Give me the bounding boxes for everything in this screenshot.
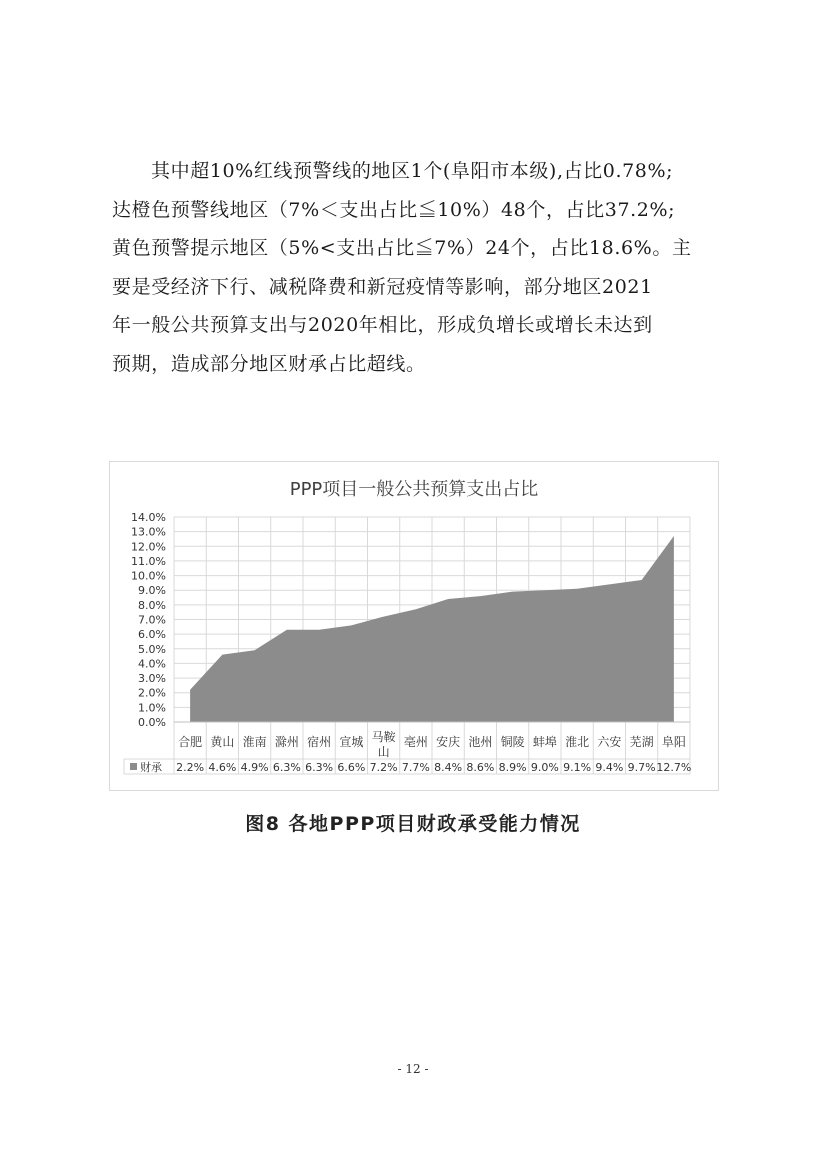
x-category-label: 合肥 [178, 735, 203, 749]
y-tick-label: 3.0% [138, 672, 166, 686]
y-tick-label: 4.0% [138, 657, 166, 671]
page-number: - 12 - [397, 1062, 429, 1076]
figure-caption: 图8 各地PPP项目财政承受能力情况 [245, 813, 581, 835]
y-tick-label: 6.0% [138, 628, 166, 642]
x-category-label: 铜陵 [500, 735, 525, 749]
data-table-value: 9.4% [595, 761, 624, 774]
data-table-value: 4.6% [208, 761, 237, 774]
data-table-value: 4.9% [240, 761, 269, 774]
data-table-value: 7.7% [401, 761, 430, 774]
data-table-value: 6.6% [337, 761, 366, 774]
y-tick-label: 11.0% [131, 554, 166, 568]
data-table-value: 9.1% [563, 761, 592, 774]
y-tick-label: 5.0% [138, 642, 166, 656]
data-table-value: 8.6% [466, 761, 495, 774]
body-line-2: 达橙色预警线地区（7%＜支出占比≦10%）48个，占比37.2%; [112, 198, 676, 221]
y-tick-label: 2.0% [138, 686, 166, 700]
y-tick-label: 0.0% [138, 716, 166, 729]
x-category-label: 黄山 [210, 735, 235, 749]
x-category-label: 阜阳 [661, 735, 686, 749]
y-tick-label: 1.0% [138, 701, 166, 715]
area-chart [110, 462, 718, 790]
x-category-label: 六安 [597, 735, 622, 749]
data-table-value: 12.7% [656, 761, 692, 774]
y-tick-label: 8.0% [138, 598, 166, 612]
body-line-5: 年一般公共预算支出与2020年相比，形成负增长或增长未达到 [112, 314, 653, 336]
data-table-value: 9.0% [530, 761, 559, 774]
chart-frame [109, 461, 719, 791]
data-table-value: 6.3% [305, 761, 334, 774]
y-tick-label: 10.0% [131, 569, 166, 583]
x-category-label: 池州 [468, 735, 493, 749]
x-category-label: 芜湖 [629, 735, 654, 749]
legend-label: 财承 [140, 761, 162, 774]
x-category-label: 亳州 [403, 735, 428, 749]
body-line-4: 要是受经济下行、减税降费和新冠疫情等影响，部分地区2021 [112, 275, 653, 298]
body-line-1: 其中超10%红线预警线的地区1个(阜阳市本级),占比0.78%; [151, 160, 674, 182]
data-table-value: 9.7% [627, 761, 656, 774]
x-category-label-cont: 山 [377, 745, 390, 759]
y-tick-label: 13.0% [131, 525, 166, 539]
body-line-6: 预期，造成部分地区财承占比超线。 [112, 352, 426, 375]
y-tick-label: 12.0% [131, 540, 166, 554]
x-category-label: 蚌埠 [532, 735, 557, 749]
data-table-value: 7.2% [369, 761, 398, 774]
data-table-value: 8.9% [498, 761, 527, 774]
body-paragraph [112, 152, 724, 383]
data-table-value: 8.4% [434, 761, 463, 774]
y-tick-label: 9.0% [138, 584, 166, 598]
x-category-label: 马鞍 [371, 730, 396, 744]
body-line-3: 黄色预警提示地区（5%<支出占比≦7%）24个，占比18.6%。主 [112, 237, 692, 259]
x-category-label: 滁州 [274, 735, 299, 749]
chart-title: PPP项目一般公共预算支出占比 [289, 479, 539, 500]
x-category-label: 淮北 [565, 735, 590, 749]
legend-key [130, 763, 137, 770]
data-table-value: 2.2% [176, 761, 205, 774]
y-tick-label: 14.0% [131, 511, 166, 524]
x-category-label: 淮南 [242, 735, 267, 749]
x-category-label: 宣城 [339, 735, 364, 749]
x-category-label: 宿州 [307, 735, 332, 749]
data-table-value: 6.3% [272, 761, 301, 774]
y-tick-label: 7.0% [138, 613, 166, 627]
x-category-label: 安庆 [436, 735, 461, 749]
